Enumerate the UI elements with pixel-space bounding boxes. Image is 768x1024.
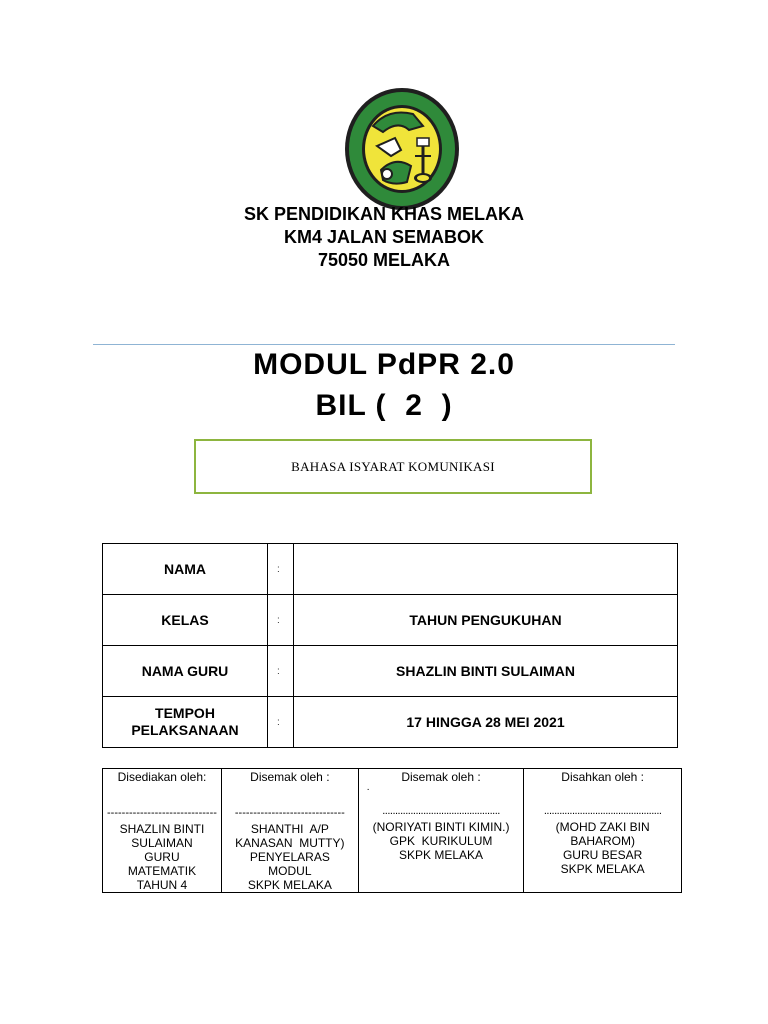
signature-text: SHAZLIN BINTI (119, 822, 205, 836)
signature-name (105, 822, 219, 892)
signature-text: BAHAROM) (570, 834, 635, 848)
signature-name (224, 822, 356, 892)
signature-line: ------------------------------ (107, 808, 217, 819)
signature-heading: Disahkan oleh : (561, 770, 645, 784)
signature-text: GPK KURIKULUM (389, 834, 493, 848)
school-address-line2: 75050 MELAKA (317, 250, 451, 270)
table-row (103, 544, 678, 595)
label-kelas: KELAS (103, 595, 268, 646)
label-tempoh-line2: PELAKSANAAN (131, 722, 239, 738)
student-info-table (102, 543, 678, 748)
school-address-line1: KM4 JALAN SEMABOK (283, 227, 484, 247)
value-kelas: TAHUN PENGUKUHAN (294, 595, 678, 646)
label-tempoh (103, 697, 268, 748)
signature-text: MATEMATIK (127, 864, 197, 878)
table-row (103, 646, 678, 697)
signature-line: .............................................. (543, 806, 662, 817)
signature-line: .............................................. (382, 806, 500, 817)
signature-text: KANASAN MUTTY) (235, 836, 345, 850)
signature-name (526, 820, 679, 876)
colon: : (268, 595, 294, 646)
subject-box (194, 439, 592, 494)
signature-heading: Disemak oleh : (401, 770, 481, 784)
label-nama: NAMA (103, 544, 268, 595)
module-title: MODUL PdPR 2.0 (253, 348, 515, 381)
colon: : (268, 544, 294, 595)
signature-line: ------------------------------ (234, 808, 345, 819)
signature-text: SULAIMAN (131, 836, 193, 850)
label-tempoh-line1: TEMPOH (155, 705, 215, 721)
table-row (103, 595, 678, 646)
school-name: SK PENDIDIKAN KHAS MELAKA (243, 204, 524, 224)
signature-heading: Disediakan oleh: (117, 770, 207, 784)
signature-cell-checked-2 (358, 769, 524, 893)
signature-text: TAHUN 4 (136, 878, 188, 892)
signature-text: (MOHD ZAKI BIN (555, 820, 650, 834)
signature-text: GURU BESAR (562, 848, 643, 862)
school-crest-logo (343, 86, 461, 212)
signature-cell-prepared (103, 769, 222, 893)
signature-text: MODUL (268, 864, 312, 878)
signature-cell-approved (524, 769, 682, 893)
table-row (103, 697, 678, 748)
value-nama[interactable] (294, 544, 678, 595)
colon: : (268, 646, 294, 697)
signature-cell-checked-1 (221, 769, 358, 893)
signature-text: SKPK MELAKA (247, 878, 332, 892)
colon: : (268, 697, 294, 748)
stray-mark: . (366, 782, 370, 793)
signature-text: GURU (144, 850, 180, 864)
subject-label: BAHASA ISYARAT KOMUNIKASI (291, 458, 495, 474)
signature-text: SHANTHI A/P (250, 822, 329, 836)
table-row (103, 769, 682, 893)
signature-text: PENYELARAS (249, 850, 330, 864)
signature-text: SKPK MELAKA (560, 862, 645, 876)
module-number: BIL ( 2 ) (315, 389, 453, 422)
horizontal-divider (93, 344, 675, 345)
value-nama-guru: SHAZLIN BINTI SULAIMAN (294, 646, 678, 697)
signature-table (102, 768, 682, 893)
label-nama-guru: NAMA GURU (103, 646, 268, 697)
signature-text: SKPK MELAKA (399, 848, 484, 862)
value-tempoh: 17 HINGGA 28 MEI 2021 (294, 697, 678, 748)
signature-name (361, 820, 522, 862)
signature-text: (NORIYATI BINTI KIMIN.) (372, 820, 510, 834)
signature-heading: Disemak oleh : (250, 770, 330, 784)
